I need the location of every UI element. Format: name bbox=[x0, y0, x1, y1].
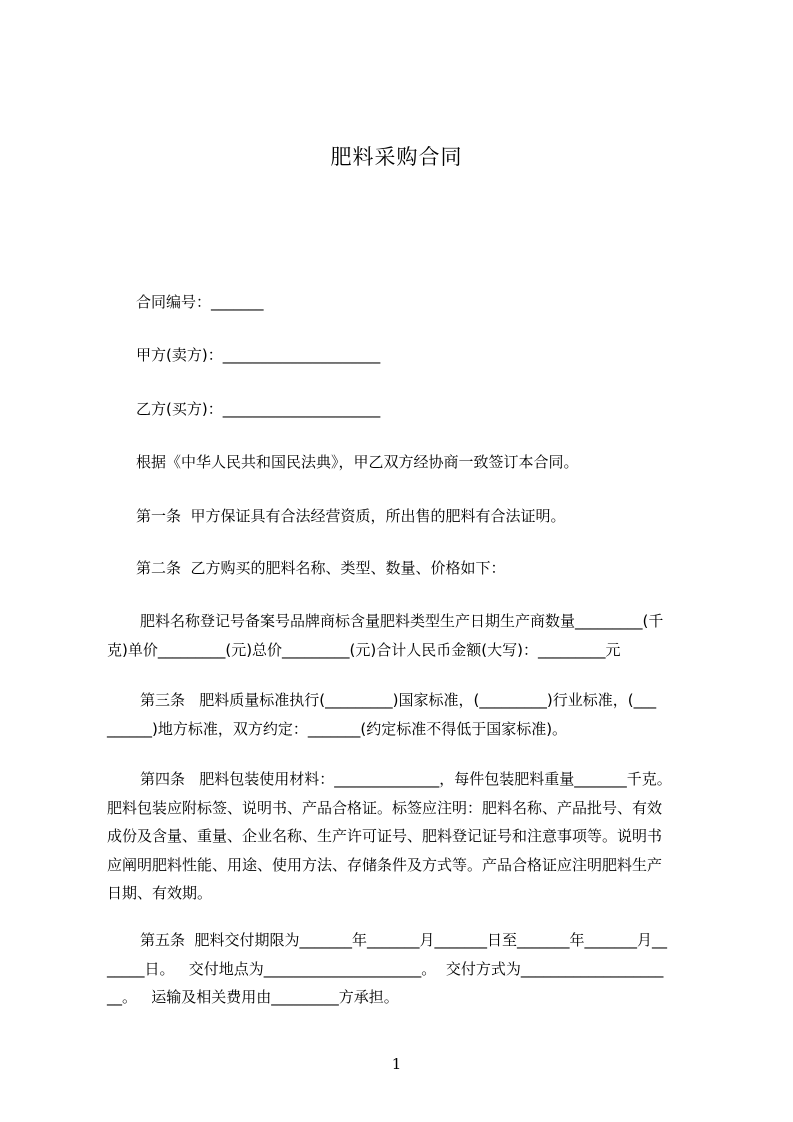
article-2-table-line: 肥料名称登记号备案号品牌商标含量肥料类型生产日期生产商数量_________(千 bbox=[140, 612, 664, 630]
article-2-heading: 第二条 乙方购买的肥料名称、类型、数量、价格如下： bbox=[136, 559, 506, 577]
article-4-line: 第四条 肥料包装使用材料：______________，每件包装肥料重量_______千克。 bbox=[140, 770, 672, 788]
article-3-paragraph bbox=[107, 686, 656, 743]
article-2-table-text bbox=[107, 607, 663, 664]
article-4-line: 日期、有效期。 bbox=[107, 884, 213, 902]
article-3-line: ______)地方标准，双方约定：_______(约定标准不得低于国家标准)。 bbox=[107, 719, 568, 738]
article-5-paragraph bbox=[107, 926, 667, 1012]
article-2-table-line: 克)单价_________(元)总价_________(元)合计人民币金额(大写)：_________元 bbox=[107, 640, 621, 659]
party-b-line: 乙方(买方)：_____________________ bbox=[136, 400, 381, 418]
article-5-line: 第五条 肥料交付期限为_______年_______月_______日至_______年_______月__ bbox=[140, 931, 668, 949]
preamble-paragraph: 根据《中华人民共和国民法典》，甲乙双方经协商一致签订本合同。 bbox=[136, 453, 579, 471]
article-1-paragraph: 第一条 甲方保证具有合法经营资质，所出售的肥料有合法证明。 bbox=[136, 507, 566, 525]
article-4-line: 成份及含量、重量、企业名称、生产许可证号、肥料登记证号和注意事项等。说明书 bbox=[107, 827, 663, 845]
article-4-paragraph bbox=[107, 765, 672, 908]
page-number: 1 bbox=[391, 1055, 402, 1073]
article-4-line: 肥料包装应附标签、说明书、产品合格证。标签应注明：肥料名称、产品批号、有效 bbox=[107, 798, 663, 817]
article-4-line: 应阐明肥料性能、用途、使用方法、存储条件及方式等。产品合格证应注明肥料生产 bbox=[107, 855, 663, 874]
contract-number-line: 合同编号：_______ bbox=[136, 293, 264, 311]
article-3-line: 第三条 肥料质量标准执行(_________)国家标准，(_________)行业标准，(___ bbox=[140, 691, 657, 709]
article-5-line: _____日。 交付地点为_____________________。 交付方式为___________________ bbox=[107, 959, 664, 978]
party-a-line: 甲方(卖方)：_____________________ bbox=[136, 346, 381, 364]
document-title: 肥料采购合同 bbox=[330, 145, 463, 169]
article-5-line: __。 运输及相关费用由_________方承担。 bbox=[107, 988, 399, 1006]
